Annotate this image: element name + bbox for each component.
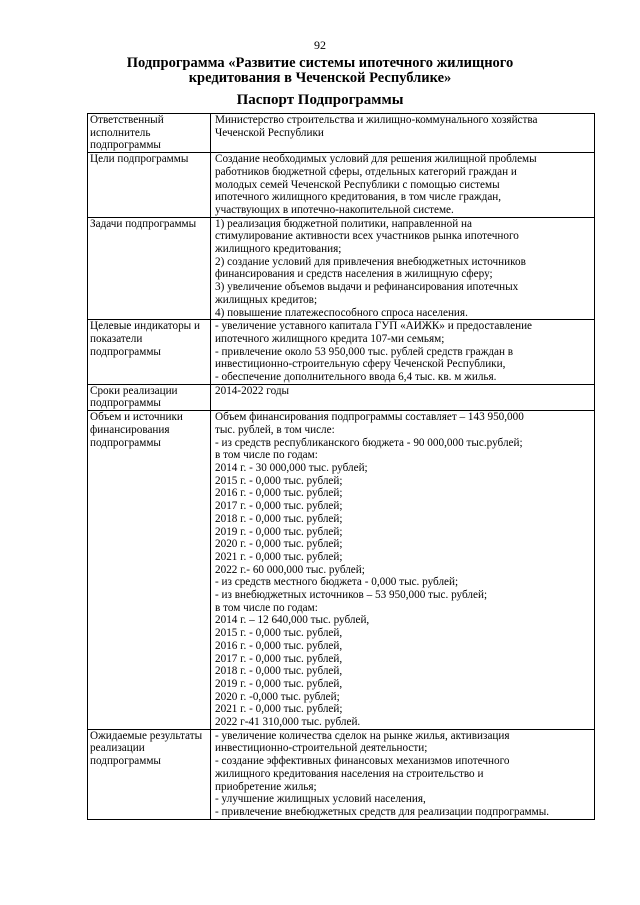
row-value <box>211 411 595 730</box>
value-line: 2021 г. - 0,000 тыс. рублей; <box>215 703 343 716</box>
value-line: 1) реализация бюджетной политики, направленной на <box>215 217 472 230</box>
value-line: тыс. рублей, в том числе: <box>215 423 335 436</box>
value-line: - создание эффективных финансовых механизмов ипотечного <box>215 755 510 768</box>
value-line: Министерство строительства и жилищно-коммунального хозяйства <box>215 114 538 126</box>
table-row <box>88 384 595 410</box>
row-value <box>211 320 595 385</box>
row-value <box>211 384 595 410</box>
value-line: 2014 г. – 12 640,000 тыс. рублей, <box>215 614 370 627</box>
table-row <box>88 411 595 730</box>
value-line: 2015 г. - 0,000 тыс. рублей; <box>215 474 343 487</box>
value-line: в том числе по годам: <box>215 449 318 462</box>
value-line: Объем финансирования подпрограммы составляет – 143 950,000 <box>215 411 524 424</box>
value-line: - обеспечение дополнительного ввода 6,4 тыс. кв. м жилья. <box>215 371 497 384</box>
value-line: 2014-2022 годы <box>215 384 290 397</box>
value-line: 4) повышение платежеспособного спроса населения. <box>215 306 468 319</box>
row-value <box>211 153 595 218</box>
value-line: - из внебюджетных источников – 53 950,000 тыс. рублей; <box>215 589 488 602</box>
value-line: 2016 г. - 0,000 тыс. рублей; <box>215 487 343 500</box>
value-line: 2018 г. - 0,000 тыс. рублей; <box>215 512 343 525</box>
row-label: Объем и источники финансирования подпрограммы <box>88 411 211 730</box>
value-line: 2018 г. - 0,000 тыс. рублей, <box>215 665 343 678</box>
value-line: - увеличение количества сделок на рынке жилья, активизация <box>215 729 510 742</box>
value-line: 2017 г. - 0,000 тыс. рублей; <box>215 500 343 513</box>
row-value <box>211 729 595 819</box>
value-line: - увеличение уставного капитала ГУП «АИЖК» и предоставление <box>215 320 533 333</box>
row-label: Целевые индикаторы и показатели подпрограммы <box>88 320 211 385</box>
value-line: 2021 г. - 0,000 тыс. рублей; <box>215 550 343 563</box>
value-line: - улучшение жилищных условий населения, <box>215 793 426 806</box>
table-row <box>88 729 595 819</box>
value-line: финансирования и средств населения в жилищную сферу; <box>215 268 493 281</box>
table-row <box>88 114 595 153</box>
value-line: в том числе по годам: <box>215 601 318 614</box>
value-line: ипотечного жилищного кредитования, в том числе граждан, <box>215 191 502 204</box>
value-line: 2019 г. - 0,000 тыс. рублей, <box>215 677 343 690</box>
row-label: Ожидаемые результаты реализации подпрограммы <box>88 729 211 819</box>
value-line: 2020 г. -0,000 тыс. рублей; <box>215 690 340 703</box>
table-row <box>88 217 595 320</box>
value-line: Создание необходимых условий для решения жилищной проблемы <box>215 153 537 166</box>
value-line: жилищного кредитования населения на строительство и <box>215 767 484 780</box>
row-label: Задачи подпрограммы <box>88 217 211 320</box>
value-line: - из средств республиканского бюджета - 90 000,000 тыс.рублей; <box>215 436 523 449</box>
value-line: молодых семей Чеченской Республики с помощью системы <box>215 178 500 191</box>
value-line: - привлечение внебюджетных средств для реализации подпрограммы. <box>215 805 550 818</box>
value-line: 2019 г. - 0,000 тыс. рублей; <box>215 525 343 538</box>
row-label: Сроки реализации подпрограммы <box>88 384 211 410</box>
value-line: инвестиционно-строительную сферу Чеченской Республики, <box>215 358 506 371</box>
table-row <box>88 153 595 218</box>
document-subtitle: Паспорт Подпрограммы <box>236 92 404 108</box>
value-line: 3) увеличение объемов выдачи и рефинансирования ипотечных <box>215 281 519 294</box>
value-line: жилищных кредитов; <box>215 293 318 306</box>
value-line: 2017 г. - 0,000 тыс. рублей, <box>215 652 343 665</box>
value-line: Чеченской Республики <box>215 126 324 139</box>
value-line: ипотечного жилищного кредита 107-ми семьям; <box>215 332 445 345</box>
row-value <box>211 217 595 320</box>
table-row <box>88 320 595 385</box>
value-line: 2015 г. - 0,000 тыс. рублей, <box>215 627 343 640</box>
value-line: 2022 г.- 60 000,000 тыс. рублей; <box>215 563 365 576</box>
row-value <box>211 114 595 153</box>
value-line: участвующих в ипотечно-накопительной системе. <box>215 203 454 216</box>
document-title: Подпрограмма «Развитие системы ипотечного жилищного кредитования в Чеченской Республике» <box>126 55 514 86</box>
passport-table <box>87 113 595 820</box>
value-line: жилищного кредитования; <box>215 243 342 256</box>
value-line: 2020 г. - 0,000 тыс. рублей; <box>215 538 343 551</box>
value-line: стимулирование активности всех участников рынка ипотечного <box>215 230 519 243</box>
value-line: инвестиционно-строительной деятельности; <box>215 742 428 755</box>
passport-table-body <box>88 114 595 820</box>
value-line: приобретение жилья; <box>215 780 317 793</box>
value-line: 2014 г. - 30 000,000 тыс. рублей; <box>215 461 368 474</box>
value-line: 2022 г-41 310,000 тыс. рублей. <box>215 716 361 729</box>
value-line: - из средств местного бюджета - 0,000 тыс. рублей; <box>215 576 459 589</box>
value-line: - привлечение около 53 950,000 тыс. рублей средств граждан в <box>215 345 514 358</box>
page-number: 92 <box>314 38 326 52</box>
row-label: Цели подпрограммы <box>88 153 211 218</box>
value-line: работников бюджетной сферы, отдельных категорий граждан и <box>215 165 517 178</box>
row-label: Ответственный исполнитель подпрограммы <box>88 114 211 153</box>
value-line: 2) создание условий для привлечения внебюджетных источников <box>215 255 526 268</box>
value-line: 2016 г. - 0,000 тыс. рублей, <box>215 639 343 652</box>
